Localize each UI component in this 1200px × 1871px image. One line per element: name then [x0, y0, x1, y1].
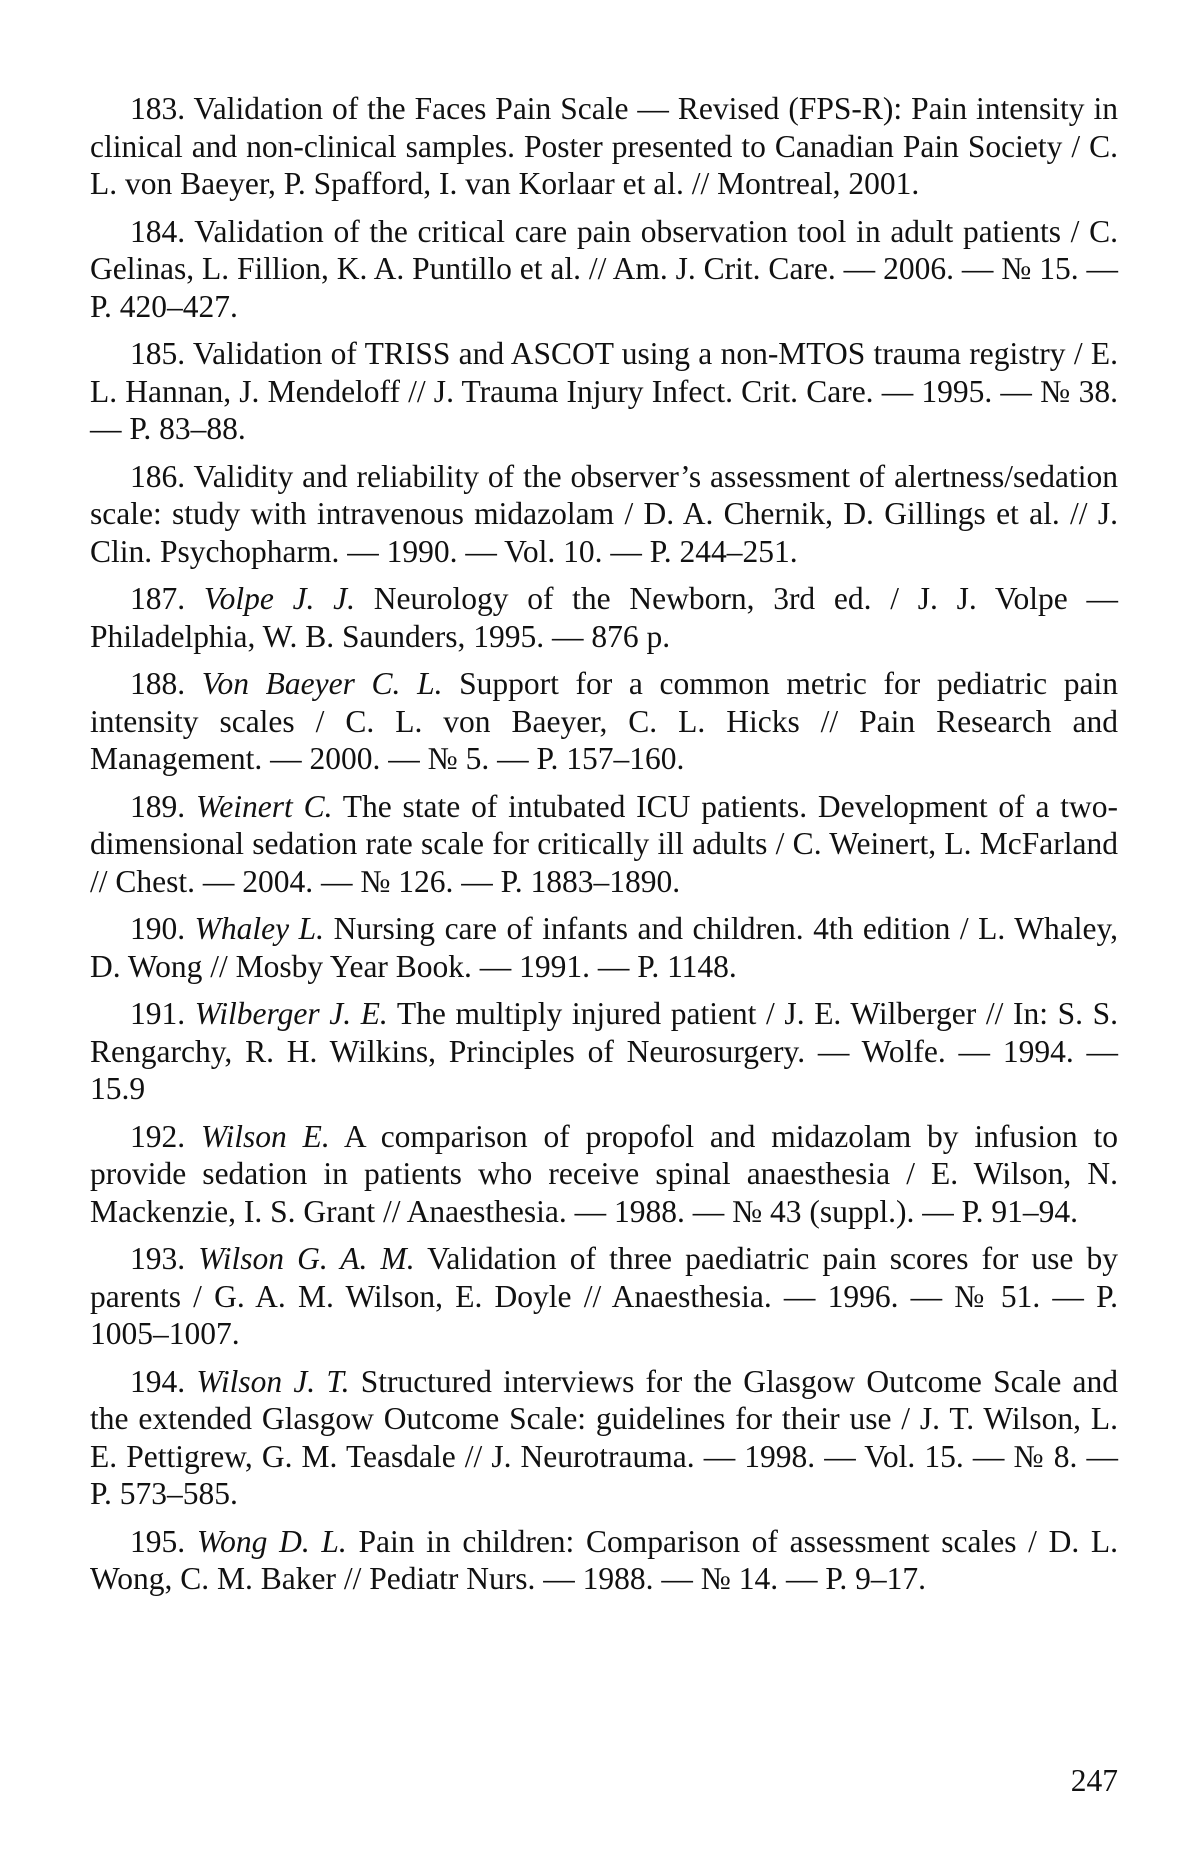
reference-number: 188.	[130, 666, 186, 701]
reference-number: 187.	[130, 581, 186, 616]
reference-number: 195.	[130, 1523, 186, 1559]
reference-text: Validation of the Faces Pain Scale — Revised (FPS-R): Pain intensity in clinical and non-clinical samples. Poster presented to Canadian Pain Society / C. L. von Baeyer, P. Spafford, I. van Korlaar et al. // Montreal, 2001.	[90, 91, 1119, 201]
reference-number: 190.	[130, 911, 186, 946]
reference-text: Structured interviews for the Glasgow Outcome Scale and the extended Glasgow Outcome Scale: guidelines for their use / J. T. Wilson, L. E. Pettigrew, G. M. Teasdale // J. Neurotrauma. — 1998. — Vol. 15. — № 8. — P. 573–585.	[90, 1363, 1118, 1511]
reference-entry-192	[90, 1118, 1118, 1231]
reference-author: Volpe J. J.	[203, 581, 356, 616]
reference-entry-189	[90, 788, 1118, 901]
reference-entry-194	[90, 1363, 1118, 1513]
reference-text: Validation of the critical care pain observation tool in adult patients / C. Gelinas, L. Fillion, K. A. Puntillo et al. // Am. J. Crit. Care. — 2006. — № 15. — P. 420–427.	[90, 213, 1119, 324]
reference-number: 186.	[130, 458, 186, 494]
reference-text: The multiply injured patient / J. E. Wilberger // In: S. S. Rengarchy, R. H. Wilkins, Principles of Neurosurgery. — Wolfe. — 1994. — 15.9	[90, 996, 1119, 1106]
reference-entry-186	[90, 458, 1118, 571]
reference-text: Neurology of the Newborn, 3rd ed. / J. J. Volpe — Philadelphia, W. B. Saunders, 1995. — 876 p.	[90, 581, 1119, 654]
reference-number: 192.	[130, 1118, 186, 1154]
reference-number: 189.	[130, 788, 186, 824]
reference-author: Whaley L.	[194, 911, 325, 946]
bibliography-list	[90, 90, 1118, 1608]
reference-author: Wilson E.	[200, 1118, 330, 1154]
reference-entry-188	[90, 665, 1118, 778]
reference-number: 191.	[130, 996, 186, 1031]
reference-number: 184.	[130, 213, 186, 249]
reference-author: Wilberger J. E.	[194, 996, 388, 1031]
reference-entry-195	[90, 1523, 1118, 1598]
reference-number: 185.	[130, 336, 186, 371]
reference-text: The state of intubated ICU patients. Development of a two-dimensional sedation rate scale for critically ill adults / C. Weinert, L. McFarland // Chest. — 2004. — № 126. — P. 1883–1890.	[90, 788, 1118, 899]
reference-text: Nursing care of infants and children. 4th edition / L. Whaley, D. Wong // Mosby Year Book. — 1991. — P. 1148.	[90, 911, 1119, 984]
reference-entry-191	[90, 995, 1118, 1108]
reference-text: A comparison of propofol and midazolam by infusion to provide sedation in patients who receive spinal anaesthesia / E. Wilson, N. Mackenzie, I. S. Grant // Anaesthesia. — 1988. — № 43 (suppl.). — P. 91–94.	[90, 1118, 1119, 1229]
reference-author: Weinert C.	[195, 788, 333, 824]
reference-author: Von Baeyer C. L.	[201, 666, 443, 701]
reference-entry-193	[90, 1240, 1118, 1353]
reference-author: Wilson G. A. M.	[198, 1241, 415, 1276]
reference-text: Validation of three paediatric pain scores for use by parents / G. A. M. Wilson, E. Doyle // Anaesthesia. — 1996. — № 51. — P. 1005–1007.	[90, 1241, 1119, 1351]
reference-number: 194.	[130, 1363, 186, 1399]
reference-author: Wong D. L.	[196, 1523, 347, 1559]
reference-text: Support for a common metric for pediatric pain intensity scales / C. L. von Baeyer, C. L. Hicks // Pain Research and Management. — 2000. — № 5. — P. 157–160.	[90, 666, 1118, 776]
reference-text: Pain in children: Comparison of assessment scales / D. L. Wong, C. M. Baker // Pediatr Nurs. — 1988. — № 14. — P. 9–17.	[90, 1523, 1118, 1596]
reference-entry-185	[90, 335, 1118, 448]
reference-entry-187	[90, 580, 1118, 655]
reference-author: Wilson J. T.	[196, 1363, 350, 1399]
reference-entry-190	[90, 910, 1118, 985]
page-number: 247	[1070, 1763, 1118, 1798]
reference-entry-183	[90, 90, 1118, 203]
reference-text: Validation of TRISS and ASCOT using a non-MTOS trauma registry / E. L. Hannan, J. Mendeloff // J. Trauma Injury Infect. Crit. Care. — 1995. — № 38. — P. 83–88.	[90, 336, 1118, 446]
reference-number: 183.	[130, 91, 186, 126]
reference-entry-184	[90, 213, 1118, 326]
reference-number: 193.	[130, 1241, 186, 1276]
reference-text: Validity and reliability of the observer’s assessment of alertness/sedation scale: study with intravenous midazolam / D. A. Chernik, D. Gillings et al. // J. Clin. Psychopharm. — 1990. — Vol. 10. — P. 244–251.	[90, 458, 1118, 569]
